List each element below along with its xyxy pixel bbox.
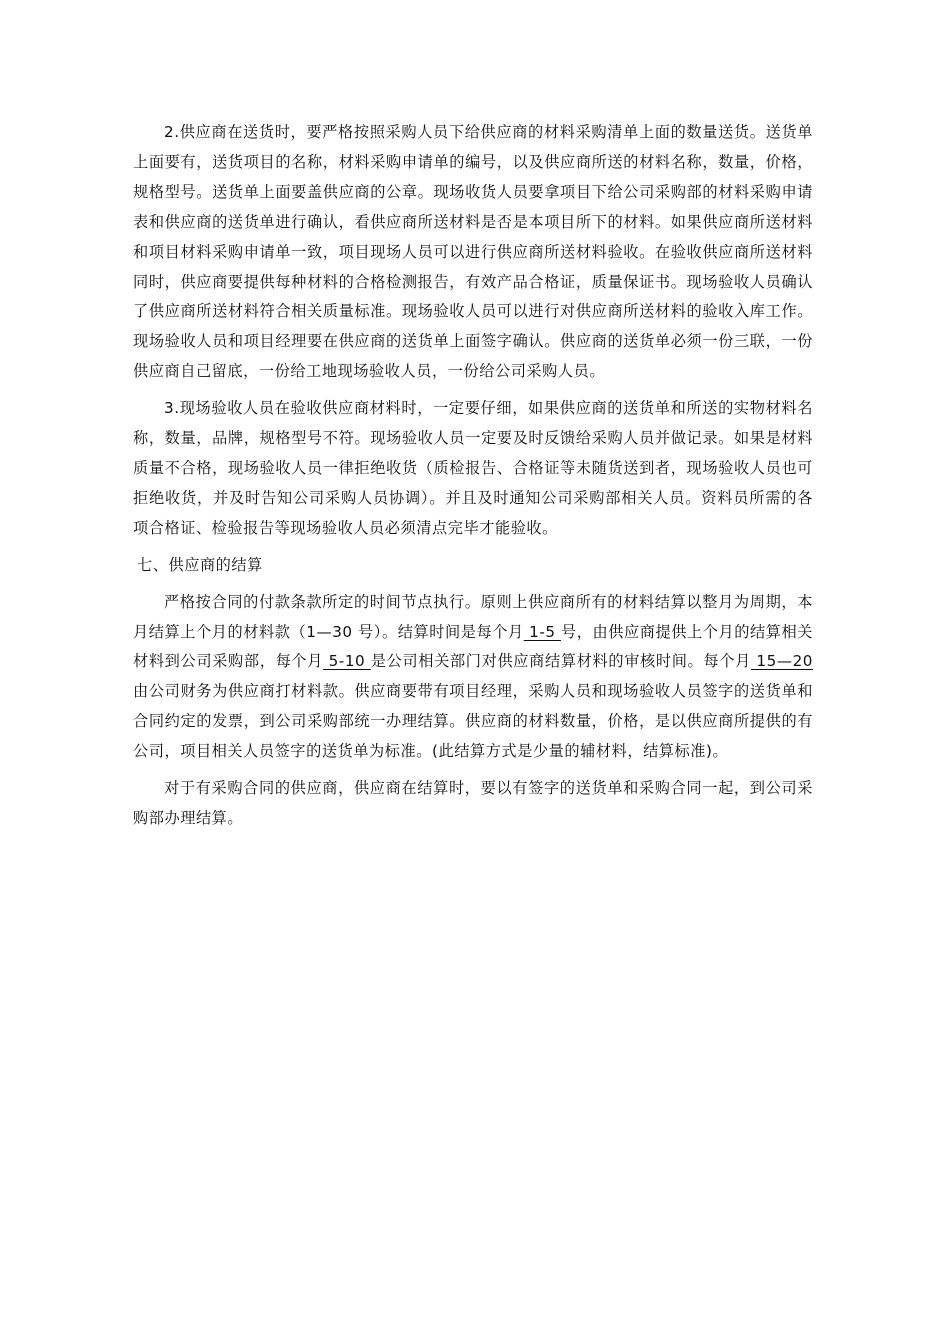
settlement-text-4: 由公司财务为供应商打材料款。供应商要带有项目经理，采购人员和现场验收人员签字的送货单和合同约定的发票，到公司采购部统一办理结算。供应商的材料数量，价格，是以供应商所提供的有公司，项目相关人员签字的送货单为标准。(此结算方式是少量的辅材料，结算标准)。 bbox=[133, 682, 813, 761]
settlement-text-2: 号，由供应商提供上个月的结算相关材料到公司采购部，每个月 bbox=[133, 622, 813, 671]
paragraph-inspection-rules: 3.现场验收人员在验收供应商材料时，一定要仔细，如果供应商的送货单和所送的实物材料名称，数量，品牌，规格型号不符。现场验收人员一定要及时反馈给采购人员并做记录。如果是材料质量不合格，现场验收人员一律拒绝收货（质检报告、合格证等未随货送到者，现场验收人员也可拒绝收货，并及时告知公司采购人员协调）。并且及时通知公司采购部相关人员。资料员所需的各项合格证、检验报告等现场验收人员必须清点完毕才能验收。 bbox=[133, 399, 813, 537]
section-heading-settlement: 七、供应商的结算 bbox=[137, 555, 263, 574]
settlement-date-range-3: 15—20 bbox=[750, 652, 813, 671]
document-body bbox=[133, 118, 813, 834]
settlement-date-range-1: 1-5 bbox=[523, 622, 561, 641]
paragraph-settlement-schedule bbox=[133, 588, 813, 767]
paragraph-delivery-rules: 2.供应商在送货时，要严格按照采购人员下给供应商的材料采购清单上面的数量送货。送货单上面要有，送货项目的名称，材料采购申请单的编号，以及供应商所送的材料名称，数量，价格，规格型号。送货单上面要盖供应商的公章。现场收货人员要拿项目下给公司采购部的材料采购申请表和供应商的送货单进行确认，看供应商所送材料是否是本项目所下的材料。如果供应商所送材料和项目材料采购申请单一致，项目现场人员可以进行供应商所送材料验收。在验收供应商所送材料同时，供应商要提供每种材料的合格检测报告，有效产品合格证，质量保证书。现场验收人员确认了供应商所送材料符合相关质量标准。现场验收人员可以进行对供应商所送材料的验收入库工作。现场验收人员和项目经理要在供应商的送货单上面签字确认。供应商的送货单必须一份三联，一份供应商自己留底，一份给工地现场验收人员，一份给公司采购人员。 bbox=[133, 123, 813, 381]
settlement-date-range-2: 5-10 bbox=[323, 652, 371, 671]
settlement-text-1: 严格按合同的付款条款所定的时间节点执行。原则上供应商所有的材料结算以整月为周期，本月结算上个月的材料款（1—30 号）。结算时间是每个月 bbox=[133, 592, 813, 641]
paragraph-contract-settlement: 对于有采购合同的供应商，供应商在结算时，要以有签字的送货单和采购合同一起，到公司采购部办理结算。 bbox=[133, 779, 813, 827]
settlement-text-3: 是公司相关部门对供应商结算材料的审核时间。每个月 bbox=[370, 652, 751, 671]
